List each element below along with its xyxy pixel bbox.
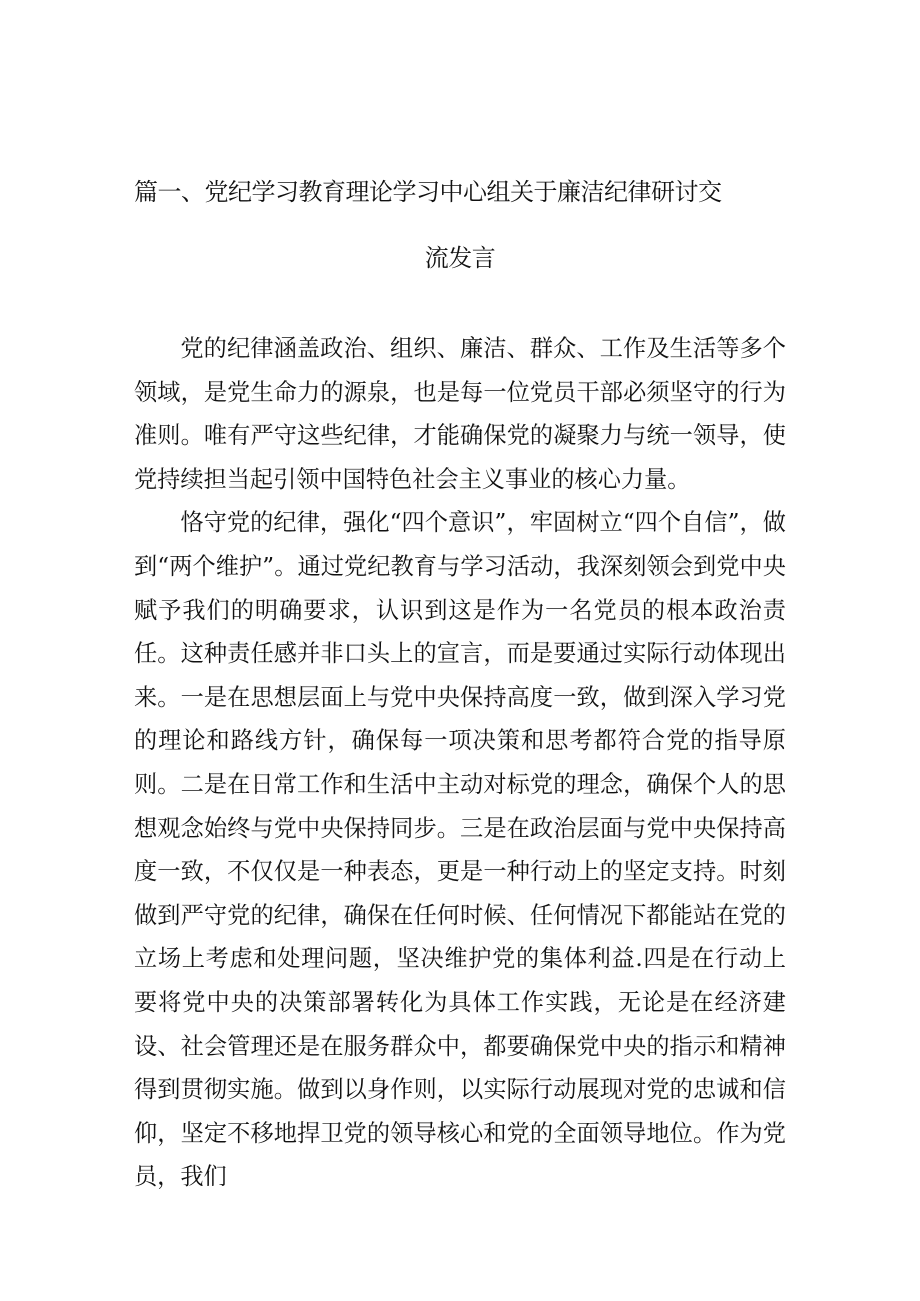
document-title-line-1: 篇一、党纪学习教育理论学习中心组关于廉洁纪律研讨交	[134, 178, 722, 206]
document-body	[134, 327, 786, 1199]
paragraph: 恪守党的纪律，强化“四个意识”，牢固树立“四个自信”，做到“两个维护”。通过党纪教育与学习活动，我深刻领会到党中央赋予我们的明确要求，认识到这是作为一名党员的根本政治责任。这种责任感并非口头上的宣言，而是要通过实际行动体现出来。一是在思想层面上与党中央保持高度一致，做到深入学习党的理论和路线方针，确保每一项决策和思考都符合党的指导原则。二是在日常工作和生活中主动对标党的理念，确保个人的思想观念始终与党中央保持同步。三是在政治层面与党中央保持高度一致，不仅仅是一种表态，更是一种行动上的坚定支持。时刻做到严守党的纪律，确保在任何时候、任何情况下都能站在党的立场上考虑和处理问题，坚决维护党的集体利益.四是在行动上要将党中央的决策部署转化为具体工作实践，无论是在经济建设、社会管理还是在服务群众中，都要确保党中央的指示和精神得到贯彻实施。做到以身作则，以实际行动展现对党的忠诚和信仰，坚定不移地捍卫党的领导核心和党的全面领导地位。作为党员，我们	[134, 509, 786, 1191]
document-title-line-2: 流发言	[424, 244, 496, 272]
paragraph: 党的纪律涵盖政治、组织、廉洁、群众、工作及生活等多个领域，是党生命力的源泉，也是每一位党员干部必须坚守的行为准则。唯有严守这些纪律，才能确保党的凝聚力与统一领导，使党持续担当起引领中国特色社会主义事业的核心力量。	[134, 335, 786, 493]
